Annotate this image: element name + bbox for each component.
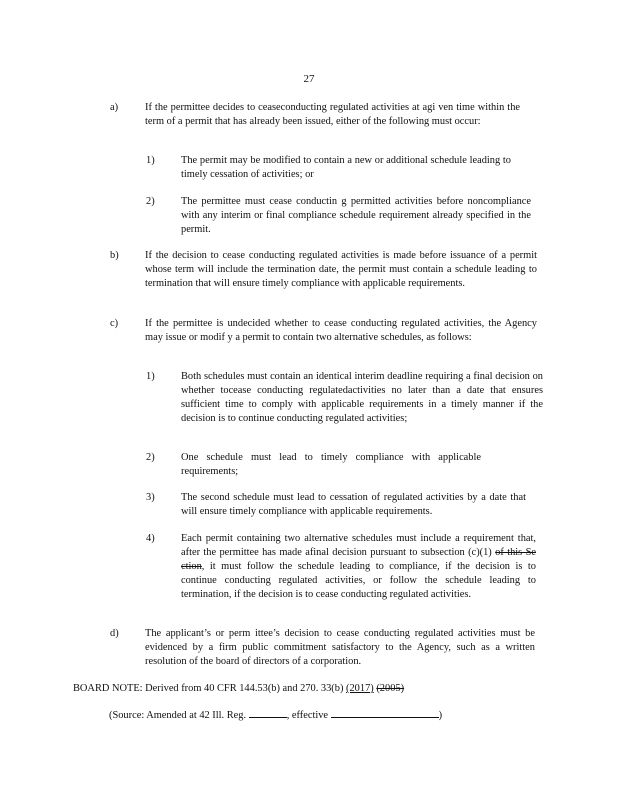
board-note [73, 682, 404, 696]
item-c-4-label: 4) [146, 533, 155, 544]
item-c-2-text: One schedule must lead to timely compliance with applicable requirements; [181, 452, 481, 477]
item-a-1-text: The permit may be modified to contain a new or additional schedule leading to timely cessation of activities; or [181, 155, 511, 180]
item-a-2-text: The permittee must cease conductin g permitted activities before noncompliance with any interim or final compliance schedule requirement already specified in the permit. [181, 196, 531, 235]
item-c-1-label: 1) [146, 371, 155, 382]
item-c-4-text [181, 532, 536, 602]
item-d-label: d) [110, 628, 119, 639]
item-c-1-text: Both schedules must contain an identical interim deadline requiring a final decision on whether tocease conducting regulatedactivities no later than a date that ensures sufficient time to comply with applicable requirements in a timely manner if the decision is to continue conducting regulated activities; [181, 371, 543, 424]
item-c-label: c) [110, 318, 119, 329]
item-d-text: The applicant’s or perm ittee’s decision to cease conducting regulated activities must be evidenced by a firm public commitment satisfactory to the Agency, such as a written resolution of the board of directors of a corporation. [145, 628, 535, 667]
item-c-2-label: 2) [146, 452, 155, 463]
item-c-text: If the permittee is undecided whether to cease conducting regulated activities, the Agency may issue or modif y a permit to contain two alternative schedules, as follows: [145, 318, 537, 343]
item-a-1-label: 1) [146, 155, 155, 166]
board-note-prefix: BOARD NOTE: Derived from 40 CFR 144.53(b) and 270. 33(b) [73, 683, 344, 694]
source-text-1: (Source: Amended at 42 Ill. Reg. [109, 710, 247, 721]
item-b-label: b) [110, 250, 119, 261]
item-a-2-label: 2) [146, 196, 155, 207]
source-line [109, 707, 442, 723]
source-text-2: , effective [286, 710, 329, 721]
page-number: 27 [303, 73, 315, 85]
item-a-label: a) [110, 102, 119, 113]
reg-blank [249, 707, 287, 718]
item-b-text: If the decision to cease conducting regulated activities is made before issuance of a permit whose term will include the termination date, the permit must contain a schedule leading to termination that will ensure timely compliance with applicable requirements. [145, 250, 537, 289]
board-note-deleted: (2005) [376, 683, 405, 694]
source-text-3: ) [438, 710, 443, 721]
item-c-4-text-after: , it must follow the schedule leading to compliance, if the decision is to continue conducting regulated activities, or follow the schedule leading to termination, if the decision is to cease conducting regulated activities. [181, 561, 536, 600]
effective-date-blank [331, 707, 439, 718]
board-note-inserted: (2017) [346, 683, 374, 694]
item-c-4-text-struck: of this Se ction [181, 547, 536, 572]
item-a-text: If the permittee decides to ceaseconducting regulated activities at agi ven time within the term of a permit that has already been issued, either of the following must occur: [145, 102, 520, 127]
item-c-4-text-before: Each permit containing two alternative schedules must include a requirement that, after the permittee has made afinal decision pursuant to subsection (c)(1) [181, 533, 536, 558]
item-c-3-text: The second schedule must lead to cessation of regulated activities by a date that will ensure timely compliance with applicable requirements. [181, 492, 526, 517]
item-c-3-label: 3) [146, 492, 155, 503]
